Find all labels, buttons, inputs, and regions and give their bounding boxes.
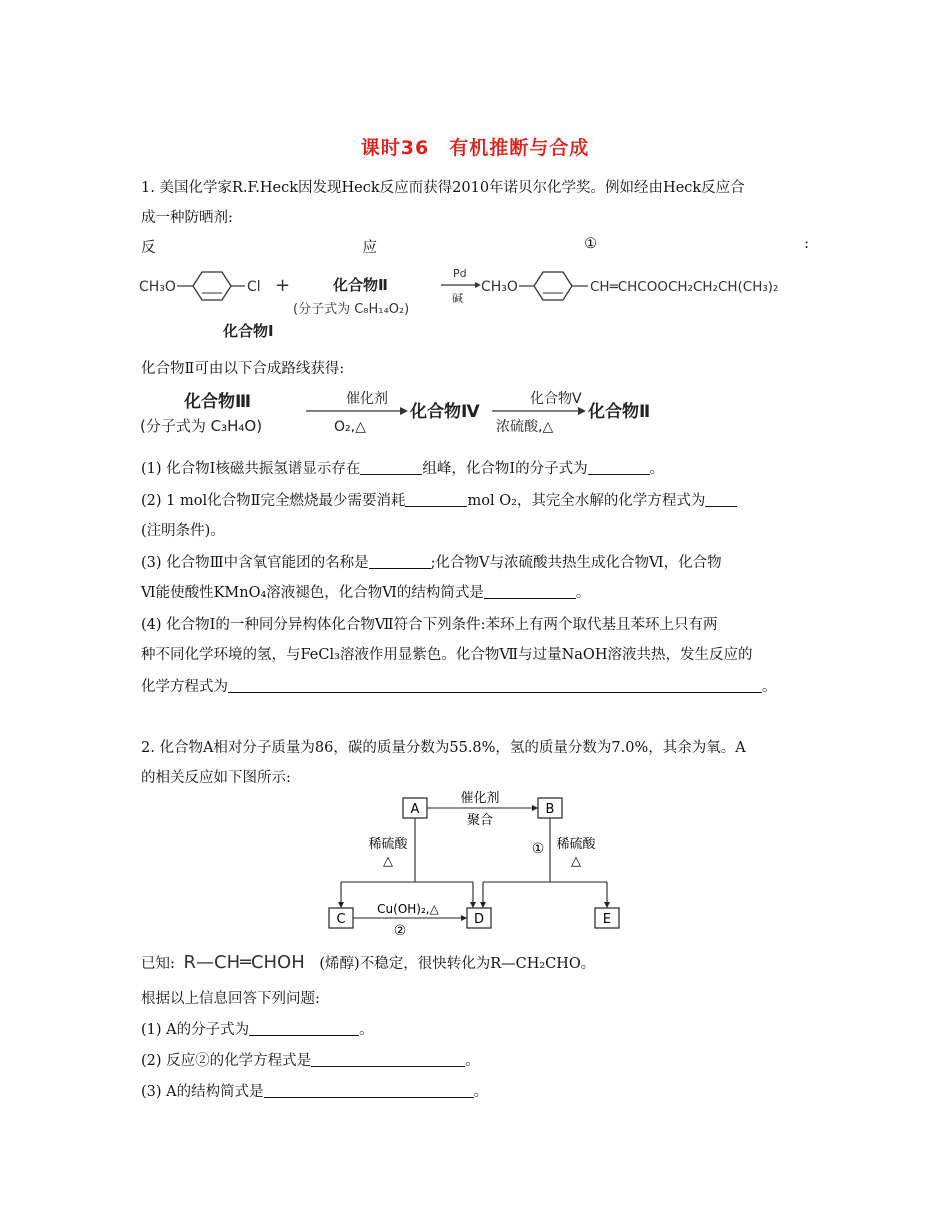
reaction-label-4: : [804, 236, 809, 252]
benzene-ring-1 [193, 272, 231, 300]
svg-text:B: B [545, 802, 555, 817]
answer-blank[interactable] [484, 584, 576, 600]
heck-reaction-scheme [135, 258, 855, 346]
q2-part1: (1) A的分子式为 。 [141, 1022, 374, 1038]
answer-intro: 根据以上信息回答下列问题: [141, 991, 320, 1007]
compound-2-route-label: 化合物Ⅱ [588, 402, 651, 422]
known-info: 已知: R—CH═CHOH (烯醇)不稳定，很快转化为R—CH₂CHO。 [141, 952, 596, 973]
label-catalyst: 催化剂 [460, 791, 500, 806]
q1-part4-line1: (4) 化合物Ⅰ的一种同分异构体化合物Ⅶ符合下列条件:苯环上有两个取代基且苯环上只有两 [141, 617, 718, 633]
label-polymerize: 聚合 [466, 813, 494, 828]
q2-part2: (2) 反应②的化学方程式是 。 [141, 1053, 480, 1069]
q1-part4-line3: 化学方程式为 。 [141, 679, 777, 695]
compound-4-label: 化合物Ⅳ [410, 402, 480, 422]
catalyst-pd: Pd [453, 267, 467, 280]
answer-blank[interactable] [264, 1083, 474, 1099]
q1-intro-line2: 成一种防晒剂: [141, 210, 233, 226]
reaction-label-1: 反 [141, 240, 156, 256]
svg-text:A: A [410, 802, 420, 817]
label-a-heat: △ [383, 854, 393, 869]
q1-intro-line1: 1. 美国化学家R.F.Heck因发现Heck反应而获得2010年诺贝尔化学奖。例如经由Heck反应合 [141, 180, 745, 196]
route-cond2-bottom: 浓硫酸,△ [496, 419, 554, 435]
answer-blank[interactable] [228, 678, 762, 694]
svg-text:D: D [473, 912, 485, 927]
route-intro: 化合物Ⅱ可由以下合成路线获得: [141, 361, 345, 377]
reaction-flow-diagram [320, 786, 640, 936]
answer-blank[interactable] [705, 492, 737, 508]
page-title: 课时36 有机推断与合成 [360, 137, 590, 159]
answer-blank[interactable] [360, 460, 422, 476]
answer-blank[interactable] [249, 1021, 359, 1037]
label-reaction-2: ② [393, 923, 407, 936]
q1-part1: (1) 化合物Ⅰ核磁共振氢谱显示存在 组峰，化合物Ⅰ的分子式为 。 [141, 461, 665, 477]
product-chain: CH═CHCOOCH₂CH₂CH(CH₃)₂ [590, 279, 779, 295]
base-condition: 碱 [452, 292, 463, 305]
label-reaction-1: ① [531, 841, 545, 857]
synthesis-route [138, 385, 698, 441]
q2-intro-line2: 的相关反应如下图所示: [141, 770, 291, 786]
q2-part3: (3) A的结构简式是 。 [141, 1084, 489, 1100]
label-a-acid: 稀硫酸 [368, 837, 408, 852]
route-cond2-top: 化合物Ⅴ [530, 391, 582, 407]
q2-intro-line1: 2. 化合物A相对分子质量为86，碳的质量分数为55.8%，氢的质量分数为7.0%，其余为氧。A [141, 740, 746, 756]
svg-text:C: C [336, 912, 346, 927]
reactant-cl: Cl [247, 279, 261, 295]
q1-part3: (3) 化合物Ⅲ中含氧官能团的名称是 ;化合物Ⅴ与浓硫酸共热生成化合物Ⅵ，化合物 [141, 555, 722, 571]
q1-part2-note: (注明条件)。 [141, 523, 225, 539]
reaction-label-2: 应 [362, 240, 378, 256]
answer-blank[interactable] [405, 492, 467, 508]
q1-reaction-label [141, 236, 809, 257]
compound-3-label: 化合物Ⅲ [184, 392, 252, 412]
reactant-ch3o: CH₃O [139, 279, 176, 295]
compound-2-label: 化合物Ⅱ [333, 276, 388, 294]
product-ch3o: CH₃O [481, 279, 518, 295]
label-cuoh2: Cu(OH)₂,△ [377, 902, 439, 916]
compound-2-formula: (分子式为 C₈H₁₄O₂) [293, 302, 410, 317]
plus-sign: + [275, 275, 291, 296]
label-b-acid: 稀硫酸 [556, 837, 596, 852]
answer-blank[interactable] [369, 554, 431, 570]
label-b-heat: △ [571, 854, 581, 869]
answer-blank[interactable] [588, 460, 650, 476]
compound-1-label: 化合物Ⅰ [223, 322, 274, 340]
compound-3-formula: (分子式为 C₃H₄O) [140, 417, 263, 435]
enol-structure: R—CH═CHOH [183, 952, 305, 973]
benzene-ring-2 [534, 272, 572, 300]
q1-part4-line2: 种不同化学环境的氢，与FeCl₃溶液作用显紫色。化合物Ⅶ与过量NaOH溶液共热，发生反应的 [141, 647, 753, 663]
q1-part2: (2) 1 mol化合物Ⅱ完全燃烧最少需要消耗 mol O₂，其完全水解的化学方程式为 [141, 489, 737, 510]
route-cond1-bottom: O₂,△ [334, 419, 366, 435]
svg-text:E: E [602, 912, 612, 927]
q1-part3-cont: Ⅵ能使酸性KMnO₄溶液褪色，化合物Ⅵ的结构简式是 。 [141, 585, 591, 601]
route-cond1-top: 催化剂 [346, 391, 388, 407]
reaction-label-3: ① [584, 236, 598, 252]
answer-blank[interactable] [311, 1052, 465, 1068]
